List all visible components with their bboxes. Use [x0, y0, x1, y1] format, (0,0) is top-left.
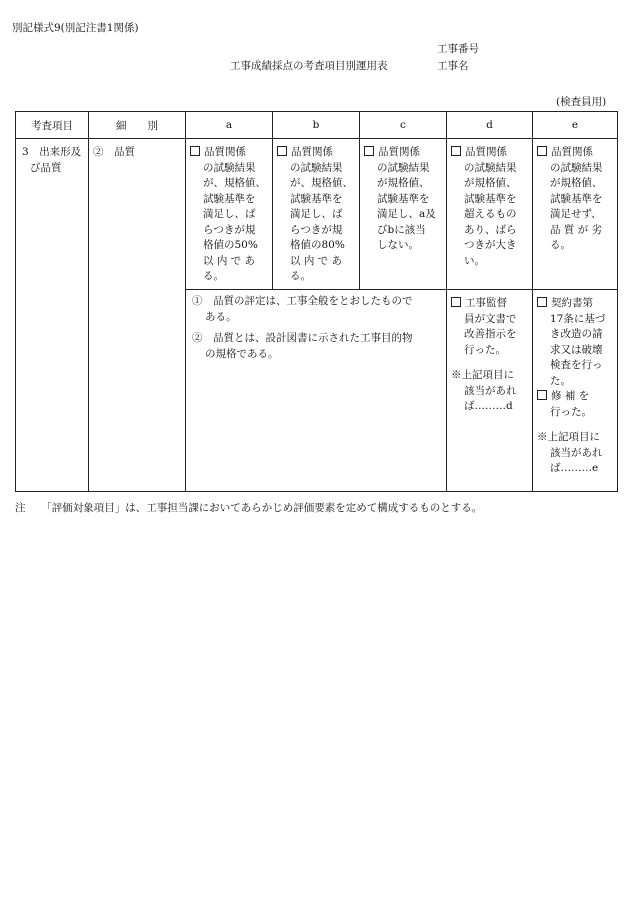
- criteria-line: 試験基準を: [377, 192, 430, 205]
- criteria-line: た。: [550, 374, 571, 387]
- detail-text: ② 品質: [93, 146, 135, 158]
- criteria-line: 員が文書で: [464, 312, 517, 325]
- criteria-text: 契約書第: [551, 297, 593, 309]
- criteria-line: 試験基準を: [464, 192, 517, 205]
- criteria-line: 満足せず、: [550, 208, 602, 220]
- criteria-line: 格値の50%: [203, 239, 258, 251]
- criteria-line: つきが大き: [464, 239, 517, 251]
- footnote-line: ば………e: [550, 462, 599, 474]
- grade-d-cell: [447, 139, 533, 290]
- table-header-row: [16, 112, 618, 139]
- header-e: e: [533, 112, 618, 139]
- note-line: 品質とは、設計図書に示された工事目的物: [213, 332, 413, 344]
- criteria-line: 試験基準を: [203, 192, 256, 205]
- item-line: び品質: [30, 161, 62, 174]
- footnote-line: ば………d: [464, 400, 513, 412]
- criteria-line: [451, 145, 528, 161]
- checkbox-icon[interactable]: [451, 146, 461, 156]
- criteria-line: らつきが規: [203, 223, 256, 236]
- criteria-line: 満足し、a及: [377, 208, 436, 220]
- criteria-line: る。: [290, 270, 311, 282]
- header-d: d: [447, 112, 533, 139]
- criteria-line: 試験基準を: [550, 192, 603, 205]
- criteria-line: 以 内 で あ: [203, 254, 256, 267]
- criteria-line: [537, 145, 613, 161]
- e-extra-cell: [533, 290, 618, 492]
- note-2: [192, 331, 440, 362]
- criteria-line: の試験結果: [464, 161, 517, 174]
- note-number: ①: [192, 295, 203, 307]
- criteria-line: 求又は破壊: [550, 343, 603, 356]
- criteria-line: 17条に基づ: [550, 312, 606, 325]
- detail-cell: [89, 139, 186, 492]
- criteria-line: [451, 296, 528, 312]
- checkbox-icon[interactable]: [364, 146, 374, 156]
- criteria-line: が規格値、: [464, 177, 517, 189]
- criteria-line: の試験結果: [290, 161, 343, 174]
- footer-note-text: 「評価対象項目」は、工事担当課においてあらかじめ評価要素を定めて構成するものとする。: [46, 502, 483, 514]
- header-detail: 細 別: [89, 112, 186, 139]
- footnote: [537, 430, 613, 477]
- criteria-line: が規格値、: [377, 177, 430, 189]
- header-c: c: [360, 112, 447, 139]
- criteria-line: の試験結果: [203, 161, 256, 174]
- document-title: 工事成績採点の考査項目別運用表: [230, 60, 388, 72]
- note-line: 品質の評定は、工事全般をとおしたもので: [213, 295, 413, 307]
- criteria-line: 改善指示を: [464, 328, 517, 340]
- footnote-line: 該当があれ: [464, 384, 517, 397]
- criteria-line: が規格値、: [550, 177, 603, 189]
- d-extra-cell: [447, 290, 533, 492]
- criteria-line: 満足し、ば: [203, 208, 256, 220]
- koji-mei-label: 工事名: [437, 60, 469, 72]
- criteria-line: 行った。: [464, 343, 506, 356]
- criteria-text: 品質関係: [378, 146, 420, 158]
- criteria-line: [364, 145, 442, 161]
- grade-e-cell: [533, 139, 618, 290]
- note-number: ②: [192, 332, 203, 344]
- checkbox-icon[interactable]: [537, 146, 547, 156]
- criteria-line: の試験結果: [377, 161, 430, 174]
- criteria-line: 行った。: [550, 405, 592, 418]
- criteria-line: 品 質 が 劣: [550, 223, 603, 236]
- criteria-line: [537, 296, 613, 312]
- criteria-text: 品質関係: [291, 146, 333, 158]
- criteria-line: [537, 389, 613, 405]
- item-line: 出来形及: [39, 146, 82, 158]
- footnote: [451, 368, 528, 415]
- criteria-line: [190, 145, 268, 161]
- footer-note-label: 注: [15, 502, 26, 514]
- criteria-line: あり、ばら: [464, 223, 517, 236]
- note-line: ある。: [205, 310, 237, 323]
- criteria-line: が、規格値、: [290, 177, 353, 189]
- table-row: [16, 139, 618, 290]
- criteria-line: 格値の80%: [290, 239, 345, 251]
- criteria-line: る。: [203, 270, 224, 282]
- criteria-text: 品質関係: [551, 146, 593, 158]
- checkbox-icon[interactable]: [537, 390, 547, 400]
- criteria-line: 満足し、ば: [290, 208, 343, 220]
- footnote-line: ※上記項目に: [451, 369, 514, 381]
- notes-cell: [186, 290, 447, 492]
- grade-b-cell: [273, 139, 360, 290]
- header-a: a: [186, 112, 273, 139]
- criteria-line: [277, 145, 355, 161]
- checkbox-icon[interactable]: [190, 146, 200, 156]
- checkbox-icon[interactable]: [277, 146, 287, 156]
- grade-c-cell: [360, 139, 447, 290]
- item-cell: [16, 139, 89, 492]
- criteria-line: い。: [464, 254, 485, 267]
- item-number: 3: [22, 146, 29, 158]
- criteria-line: 試験基準を: [290, 192, 343, 205]
- criteria-text: 工事監督: [465, 297, 507, 309]
- criteria-text: 修 補 を: [551, 390, 590, 402]
- header-item: 考査項目: [16, 112, 89, 139]
- criteria-line: 検査を行っ: [550, 359, 603, 371]
- checkbox-icon[interactable]: [451, 297, 461, 307]
- criteria-line: る。: [550, 239, 571, 251]
- criteria-text: 品質関係: [465, 146, 507, 158]
- criteria-line: が、規格値、: [203, 177, 266, 189]
- criteria-line: びbに該当: [377, 223, 426, 236]
- inspector-note: (検査員用): [556, 96, 607, 108]
- footnote-line: ※上記項目に: [537, 431, 600, 443]
- grade-a-cell: [186, 139, 273, 290]
- criteria-line: らつきが規: [290, 223, 343, 236]
- evaluation-table: [15, 111, 618, 492]
- note-1: [192, 294, 440, 325]
- criteria-text: 品質関係: [204, 146, 246, 158]
- footnote-line: 該当があれ: [550, 446, 603, 459]
- criteria-line: しない。: [377, 239, 419, 251]
- checkbox-icon[interactable]: [537, 297, 547, 307]
- note-line: の規格である。: [205, 347, 279, 360]
- footer-note: [15, 500, 482, 515]
- header-b: b: [273, 112, 360, 139]
- koji-bango-label: 工事番号: [437, 43, 479, 55]
- form-label: 別記様式9(別記注書1関係): [12, 22, 139, 34]
- criteria-line: 超えるもの: [464, 208, 517, 220]
- criteria-line: 以 内 で あ: [290, 254, 343, 267]
- criteria-line: の試験結果: [550, 161, 603, 174]
- criteria-line: き改造の請: [550, 328, 603, 340]
